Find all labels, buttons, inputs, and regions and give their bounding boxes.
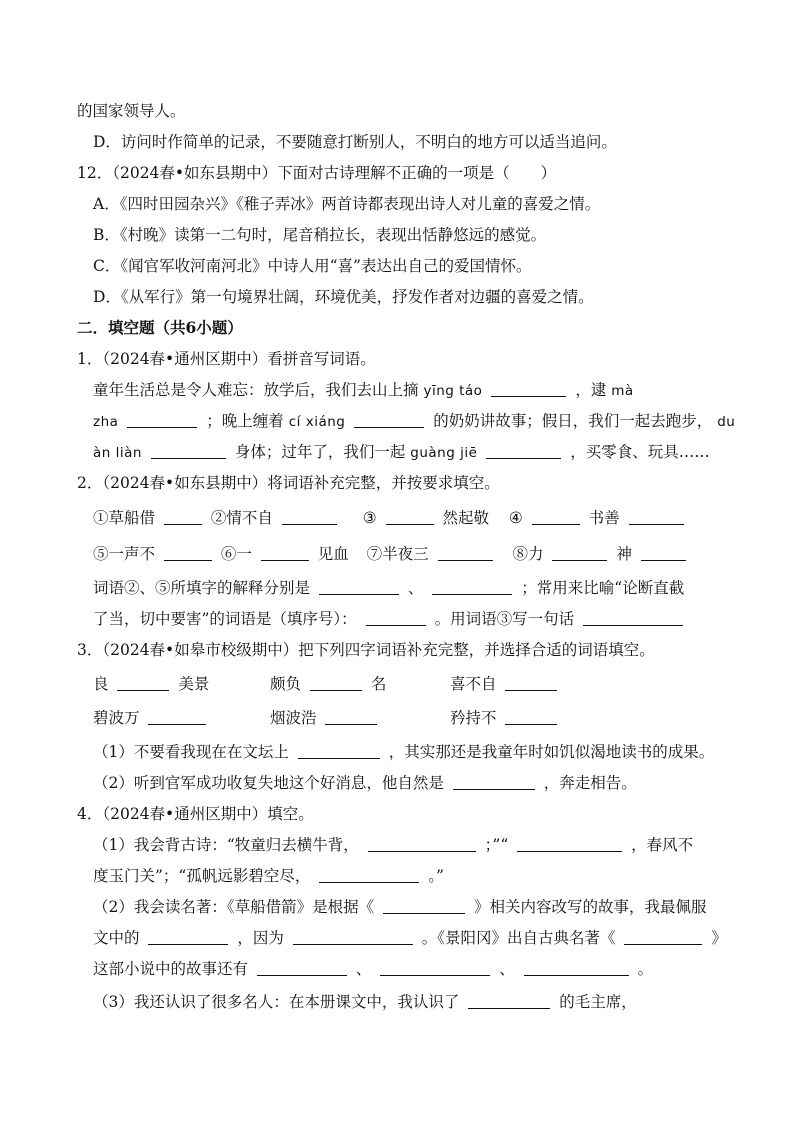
q2-item: 神 (616, 545, 632, 563)
q2-item: ④ (508, 509, 523, 527)
q2-row-1 (93, 508, 688, 528)
q2-item: ⑦半夜三 (366, 545, 429, 563)
q2-line-4 (93, 609, 687, 629)
q2-item: ③ (362, 509, 377, 527)
answer-blank[interactable] (438, 545, 493, 561)
q3-words-row-1 (93, 674, 209, 694)
answer-blank[interactable] (148, 709, 206, 725)
q11-option-d: D．访问时作简单的记录，不要随意打断别人，不明白的地方可以适当追问。 (93, 133, 617, 151)
q2-item: ⑤一声不 (93, 545, 156, 563)
q4-text: ；”“ (484, 836, 509, 854)
pinyin: guàng jiē (410, 445, 478, 461)
answer-blank[interactable] (532, 509, 580, 525)
answer-blank[interactable] (583, 610, 683, 626)
answer-blank[interactable] (386, 509, 434, 525)
answer-blank[interactable] (641, 545, 686, 561)
q4-stem: 4．（2024春•通州区期中）填空。 (77, 805, 314, 823)
q3-word-3 (450, 674, 561, 694)
q4-text: 。《景阳冈》出自古典名著《 (421, 929, 616, 947)
q4-text: ，因为 (237, 929, 284, 947)
answer-blank[interactable] (486, 443, 561, 459)
answer-blank[interactable] (354, 412, 424, 428)
pinyin: du (717, 414, 736, 430)
q4-text: （2）我会读名著：《草船借箭》是根据《 (93, 898, 375, 916)
q3-word-4 (93, 708, 210, 728)
q4-text: 、 (499, 960, 515, 978)
answer-blank[interactable] (432, 579, 512, 595)
answer-blank[interactable] (383, 898, 465, 914)
q2-text: 、 (407, 579, 424, 597)
q3-word: 颇负 (270, 675, 302, 693)
answer-blank[interactable] (164, 509, 202, 525)
q4-text: 》 (711, 929, 727, 947)
q1-text: ；晚上缠着 (206, 412, 284, 430)
answer-blank[interactable] (517, 836, 622, 852)
q1-text: ，买零食、玩具…… (570, 443, 710, 461)
q4-line-5 (93, 959, 653, 979)
pinyin: yīng táo (423, 383, 483, 399)
q4-text: （1）我会背古诗：“牧童归去横牛背， (93, 836, 359, 854)
q3-word: 烟波浩 (270, 709, 317, 727)
answer-blank[interactable] (491, 381, 566, 397)
q3-word: 良 (93, 675, 109, 693)
q12-stem: 12．（2024春•如东县期中）下面对古诗理解不正确的一项是（ ） (77, 164, 557, 182)
pinyin: mà (611, 383, 634, 399)
q4-text: 这部小说中的故事还有 (93, 960, 249, 978)
q2-item: ⑧力 (512, 545, 544, 563)
answer-blank[interactable] (524, 960, 629, 976)
q4-text: 。” (428, 867, 444, 885)
q1-line-2 (93, 411, 735, 432)
q3-text: ，奔走相告。 (543, 774, 637, 792)
q3-word: 矜持不 (450, 709, 497, 727)
answer-blank[interactable] (319, 579, 399, 595)
answer-blank[interactable] (505, 675, 557, 691)
q12-option-b: B．《村晚》读第一二句时，尾音稍拉长，表现出恬静悠远的感觉。 (93, 226, 547, 244)
q2-stem: 2．（2024春•如东县期中）将词语补充完整，并按要求填空。 (77, 474, 500, 492)
section-heading: 二．填空题（共6小题） (77, 318, 243, 337)
q12-option-d: D．《从军行》第一句境界壮阔，环境优美，抒发作者对边疆的喜爱之情。 (93, 288, 594, 306)
answer-blank[interactable] (148, 929, 228, 945)
q12-option-a: A．《四时田园杂兴》《稚子弄冰》两首诗都表现出诗人对儿童的喜爱之情。 (93, 195, 601, 213)
q4-text: 》相关内容改写的故事，我最佩服 (474, 898, 707, 916)
q1-stem: 1．（2024春•通州区期中）看拼音写词语。 (77, 350, 376, 368)
q3-sentence-1 (93, 742, 714, 762)
answer-blank[interactable] (453, 774, 535, 790)
q3-word-5 (270, 708, 381, 728)
answer-blank[interactable] (552, 545, 607, 561)
pinyin: zha (93, 414, 119, 430)
q2-line-3 (93, 578, 684, 598)
q11-tail-text: 的国家领导人。 (77, 102, 186, 120)
answer-blank[interactable] (298, 743, 380, 759)
q1-line-3 (93, 442, 710, 463)
answer-blank[interactable] (257, 960, 347, 976)
answer-blank[interactable] (117, 675, 169, 691)
answer-blank[interactable] (366, 610, 426, 626)
answer-blank[interactable] (310, 675, 362, 691)
q1-line-1 (93, 380, 634, 401)
answer-blank[interactable] (380, 960, 490, 976)
q1-text: 童年生活总是令人难忘：放学后，我们去山上摘 (93, 381, 419, 399)
answer-blank[interactable] (468, 993, 550, 1009)
q4-text: 、 (355, 960, 372, 978)
answer-blank[interactable] (505, 709, 557, 725)
q2-text: 词语②、⑤所填字的解释分别是 (93, 579, 311, 597)
q1-text: ，逮 (575, 381, 607, 399)
q4-line-2 (93, 866, 444, 886)
answer-blank[interactable] (151, 443, 226, 459)
q4-text: 的毛主席， (559, 993, 637, 1011)
answer-blank[interactable] (368, 836, 476, 852)
q4-line-1 (93, 835, 693, 855)
q2-item: ⑥一 (220, 545, 252, 563)
q2-item: ②情不自 (210, 509, 273, 527)
q3-word-6 (450, 708, 561, 728)
answer-blank[interactable] (624, 929, 702, 945)
q1-text: 的奶奶讲故事；假日，我们一起去跑步， (433, 412, 713, 430)
q4-line-6 (93, 992, 637, 1012)
q2-item: 书善 (588, 509, 620, 527)
answer-blank[interactable] (629, 509, 684, 525)
answer-blank[interactable] (261, 545, 309, 561)
q4-text: ，春风不 (631, 836, 694, 854)
q2-text: 了当，切中要害”的词语是（填序号）： (93, 610, 357, 628)
pinyin: àn liàn (93, 445, 142, 461)
q3-text: （2）听到官军成功收复失地这个好消息，他自然是 (93, 774, 444, 792)
q2-row-2 (93, 544, 690, 564)
q3-word: 美景 (178, 675, 210, 693)
answer-blank[interactable] (127, 412, 197, 428)
q3-sentence-2 (93, 773, 637, 793)
answer-blank[interactable] (319, 867, 419, 883)
q2-item: ①草船借 (93, 509, 156, 527)
q12-option-c: C．《闻官军收河南河北》中诗人用“喜”表达出自己的爱国情怀。 (93, 257, 532, 275)
q3-word-2 (270, 674, 386, 694)
q4-line-3 (93, 897, 707, 917)
q4-line-4 (93, 928, 727, 948)
q3-text: ，其实那还是我童年时如饥似渴地读书的成果。 (388, 743, 715, 761)
q3-text: （1）不要看我现在在文坛上 (93, 743, 289, 761)
q3-word: 名 (370, 675, 387, 693)
q2-text: 。用词语③写一句话 (434, 610, 575, 628)
answer-blank[interactable] (164, 545, 212, 561)
q2-text: ；常用来比喻“论断直截 (521, 579, 685, 597)
q2-item: 见血 (317, 545, 349, 563)
q3-word: 喜不自 (450, 675, 497, 693)
q1-text: 身体；过年了，我们一起 (234, 443, 406, 461)
pinyin: cí xiáng (288, 414, 346, 430)
answer-blank[interactable] (293, 929, 413, 945)
q4-text: 文中的 (93, 929, 140, 947)
answer-blank[interactable] (325, 709, 377, 725)
q3-word: 碧波万 (93, 709, 140, 727)
q3-stem: 3．（2024春•如皋市校级期中）把下列四字词语补充完整，并选择合适的词语填空。 (77, 641, 655, 659)
answer-blank[interactable] (282, 509, 337, 525)
q4-text: 度玉门关”；“孤帆远影碧空尽， (93, 867, 311, 885)
q2-item: 然起敬 (442, 509, 490, 527)
q4-text: （3）我还认识了很多名人：在本册课文中，我认识了 (93, 993, 460, 1011)
q4-text: 。 (637, 960, 654, 978)
